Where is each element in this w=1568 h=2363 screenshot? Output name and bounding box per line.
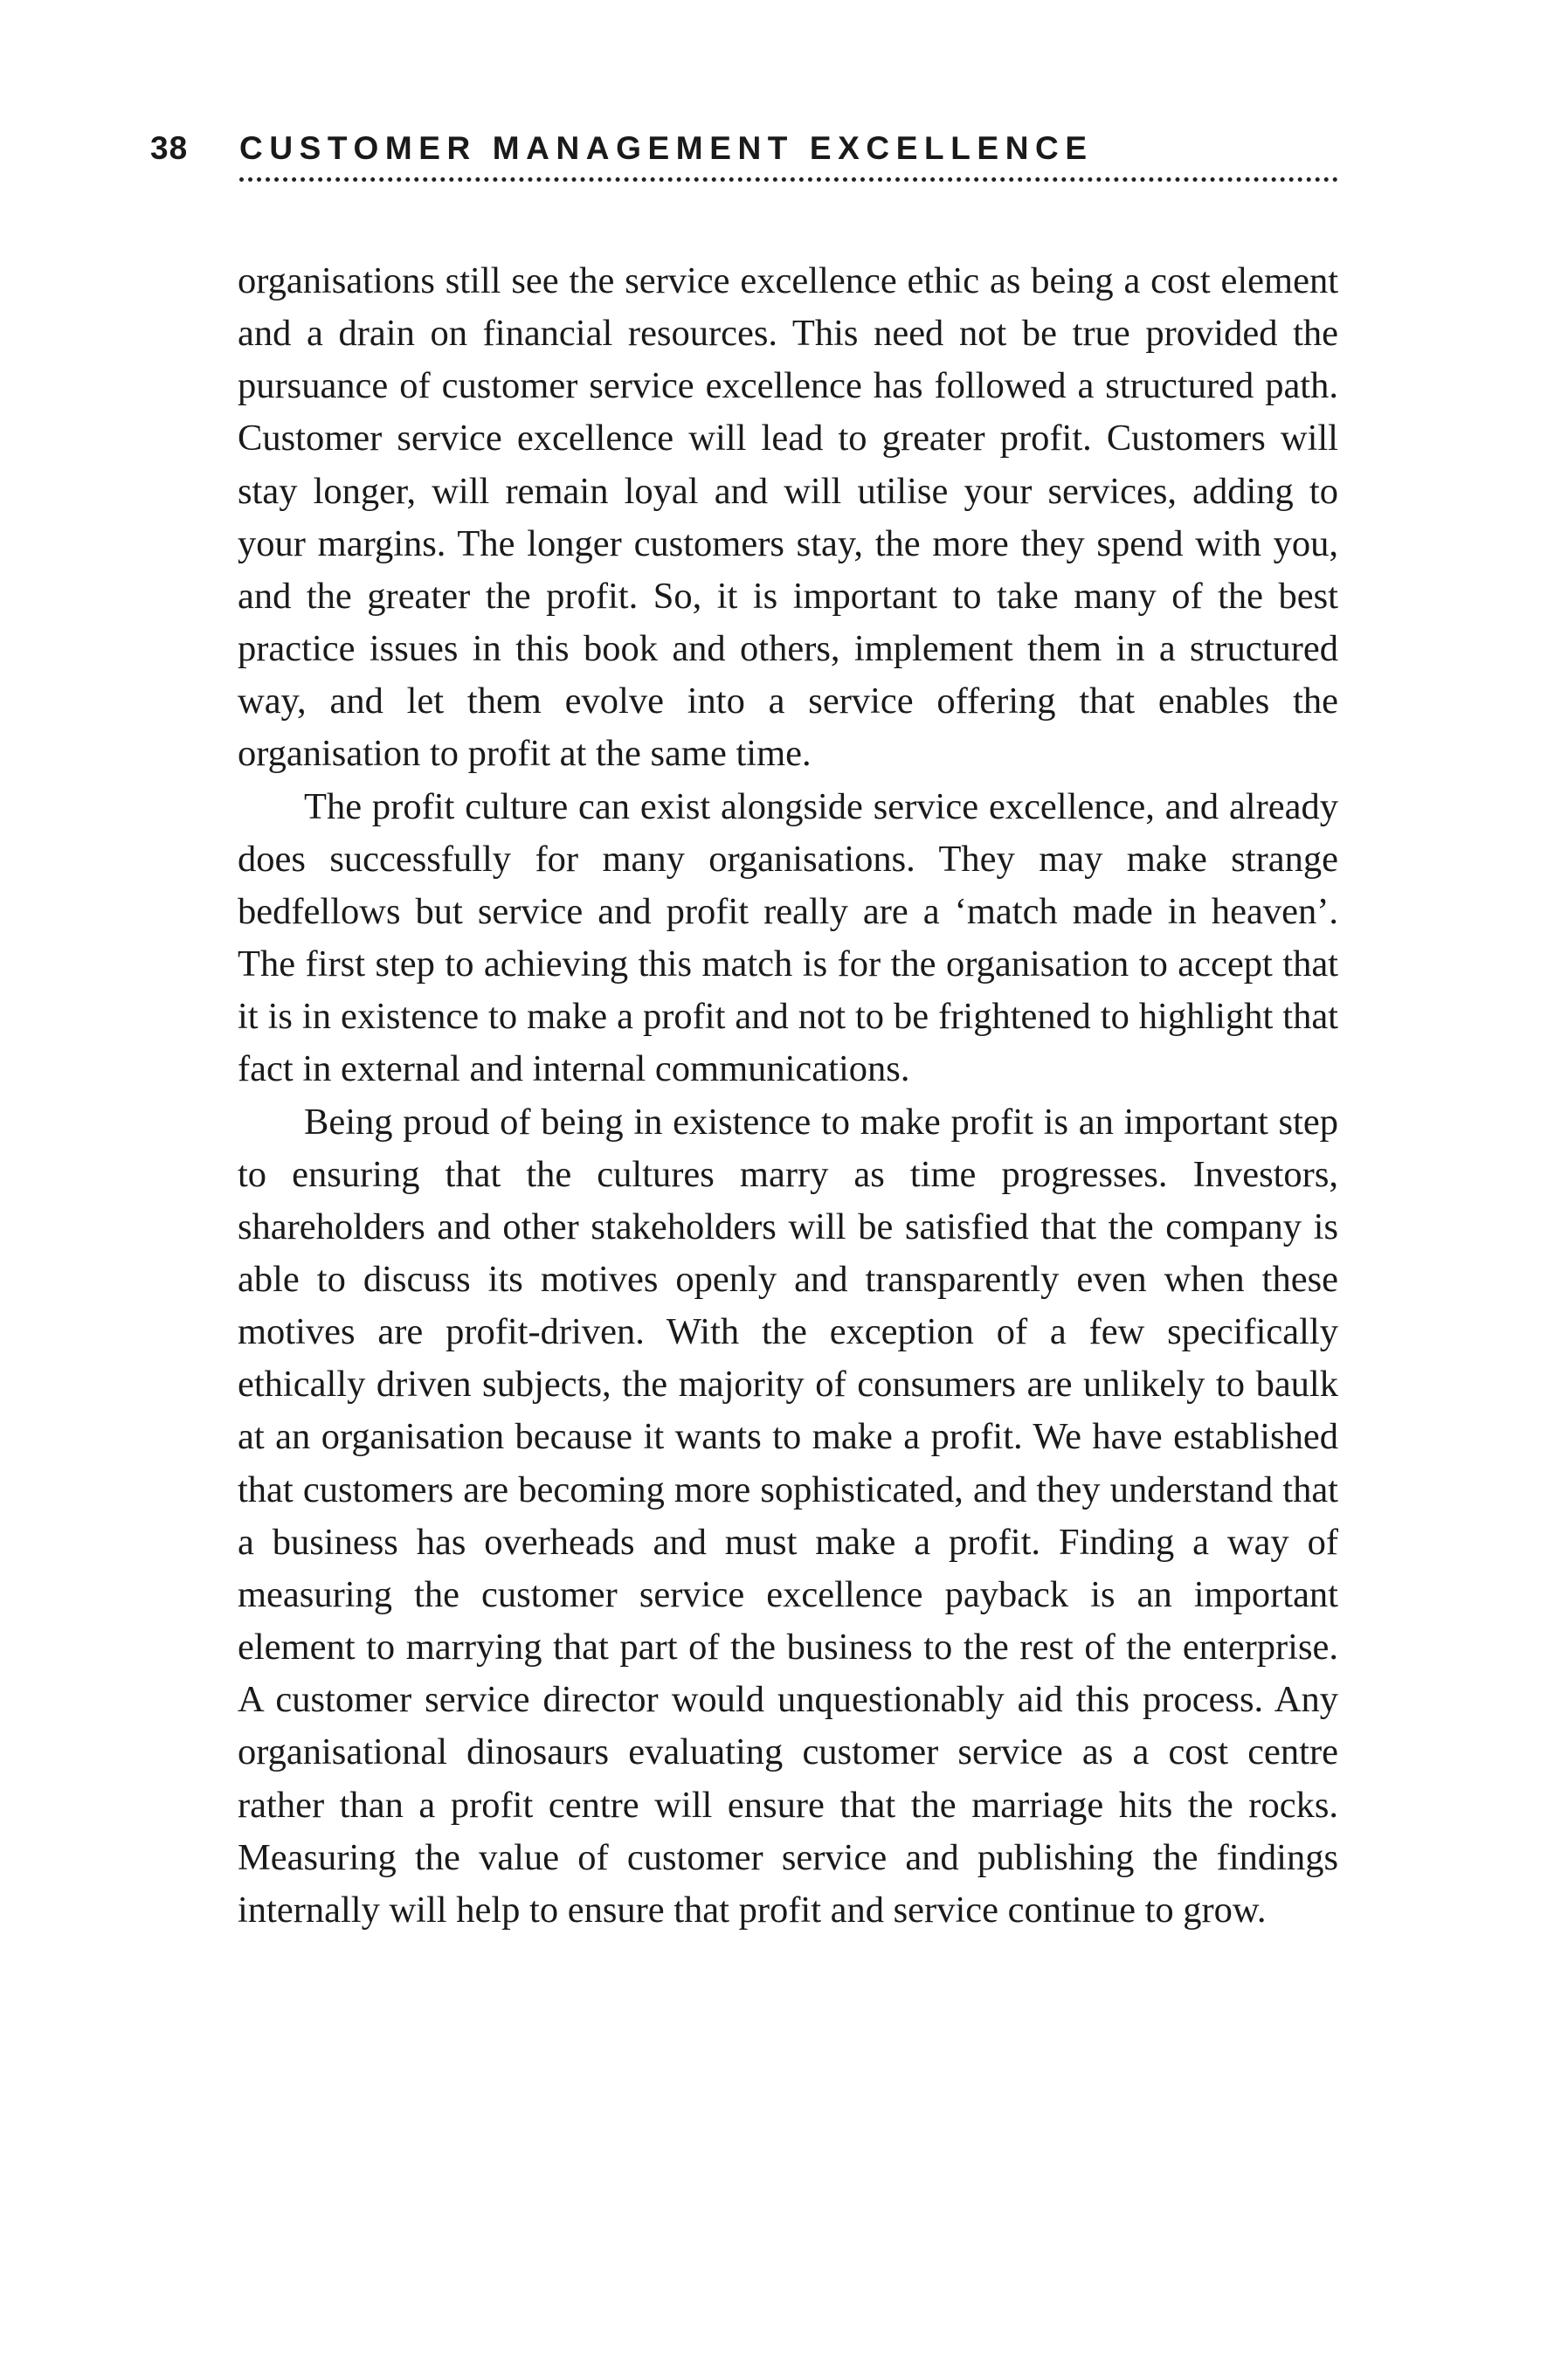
- dotted-rule: [239, 177, 1338, 182]
- running-head: [150, 131, 1338, 183]
- body-text: [238, 255, 1338, 1937]
- page-number: 38: [150, 130, 189, 166]
- paragraph-3: Being proud of being in existence to make profit is an important step to ensuring that the cultures marry as time progresses. Investors, shareholders and other stakeholders will be satisfied that the company is able to discuss its motives openly and transparently even when these motives are profit-driven. With the exception of a few specifically ethically driven subjects, the majority of consumers are unlikely to baulk at an organisation because it wants to make a profit. We have established that customers are becoming more sophisticated, and they understand that a business has overheads and must make a profit. Finding a way of measuring the customer service excellence payback is an important element to marrying that part of the business to the rest of the enterprise. A customer service director would unquestionably aid this process. Any organisational dinosaurs evaluating customer service as a cost centre rather than a profit centre will ensure that the marriage hits the rocks. Measuring the value of customer service and publishing the findings internally will help to ensure that profit and service continue to grow.: [238, 1101, 1338, 1931]
- paragraph-2: The profit culture can exist alongside service excellence, and already does successfully for many organisations. They may make strange bedfellows but service and profit really are a ‘match made in heaven’. The first step to achieving this match is for the organisation to accept that it is in existence to make a profit and not to be frightened to highlight that fact in external and internal communications.: [238, 785, 1338, 1090]
- running-title: CUSTOMER MANAGEMENT EXCELLENCE: [239, 130, 1094, 166]
- paragraph-1: organisations still see the service excellence ethic as being a cost element and a drain on financial resources. This need not be true provided the pursuance of customer service excellence has followed a structured path. Customer service excellence will lead to greater profit. Customers will stay longer, will remain loyal and will utilise your services, adding to your margins. The longer customers stay, the more they spend with you, and the greater the profit. So, it is important to take many of the best practice issues in this book and others, implement them in a structured way, and let them evolve into a service offering that enables the organisation to profit at the same time.: [238, 260, 1338, 775]
